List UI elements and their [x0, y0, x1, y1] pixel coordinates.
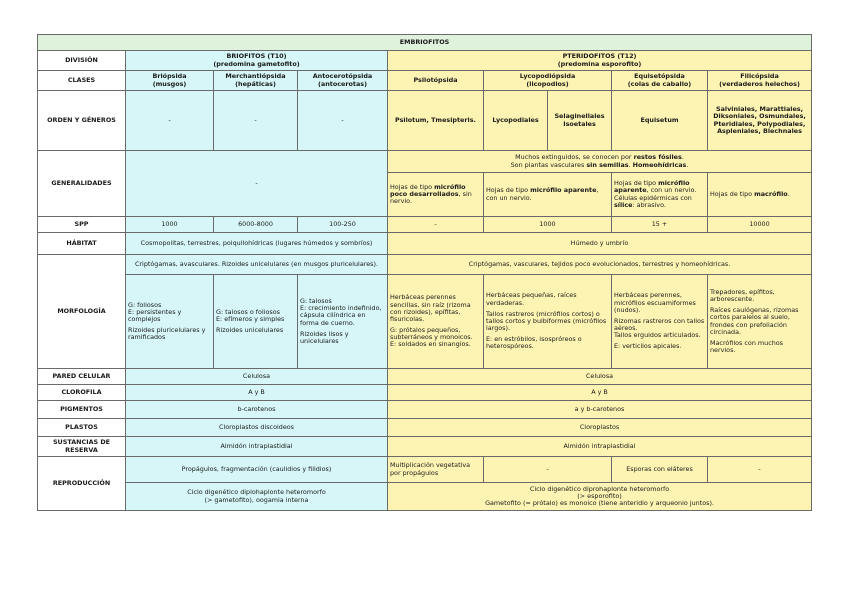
orden-filicopsida: Salviniales, Marattiales, Diksoniales, Osmundales, Pteridiales, Polypodiales, Aspleniales, Blechnales: [708, 91, 812, 151]
sustancias-pteridofitos: Almidón intraplastidial: [388, 437, 812, 457]
morf-line: Raíces caulógenas, rizomas cortos paralelos al suelo, frondes con prefoliación circinada.: [710, 306, 799, 336]
generalidades-row-1: [38, 151, 812, 173]
clase-sub: (verdaderos helechos): [719, 79, 800, 88]
plastos-briofitos: Cloroplastos discoideos: [126, 419, 388, 437]
plastos-pteridofitos: Cloroplastos: [388, 419, 812, 437]
generalidades-equisetopsida: [612, 173, 708, 217]
text-span: Hojas de tipo: [486, 186, 531, 195]
spp-filicopsida: 10000: [708, 217, 812, 233]
morf-line: E: soldados en sinangios.: [390, 340, 471, 349]
pared-briofitos: Celulosa: [126, 369, 388, 385]
morf-line: Rizomas rastreros con tallos aéreos.: [614, 316, 705, 333]
text-span: , sin nervio.: [390, 189, 472, 206]
spp-equisetopsida: 15 +: [612, 217, 708, 233]
spp-row: [38, 217, 812, 233]
text-span: Hojas de tipo: [390, 182, 435, 191]
division-pteridofitos-sub: (predomina esporofito): [557, 59, 642, 68]
row-label-habitat: HÁBITAT: [38, 233, 126, 255]
clase-name: Antocerotópsida: [312, 72, 373, 81]
reproduccion-filicopsida: -: [708, 457, 812, 483]
morf-line: Herbáceas perennes sencillas, sin raíz (rizoma con rizoides), epífitas, fisuricolas.: [390, 293, 471, 323]
clase-name: Merchantiópsida: [225, 72, 286, 81]
repro-line: Ciclo digenético diplohaplonte heteromorfo: [187, 488, 326, 497]
division-pteridofitos-title: PTERIDOFITOS (T12): [562, 52, 637, 61]
pared-row: [38, 369, 812, 385]
pared-pteridofitos: Celulosa: [388, 369, 812, 385]
row-label-clorofila: CLOROFILA: [38, 385, 126, 401]
clase-psilotopsida: [388, 71, 484, 91]
reproduccion-psilotopsida: Multiplicación vegetativa por propágulos: [388, 457, 484, 483]
morf-line: Herbáceas pequeñas, raíces verdaderas.: [486, 291, 577, 307]
morfologia-filicopsida: [708, 275, 812, 369]
morfologia-merchantiopsida: [214, 275, 298, 369]
row-label-generalidades: GENERALIDADES: [38, 151, 126, 217]
morfologia-antocerotopsida: [298, 275, 388, 369]
clase-name: Briópsida: [152, 72, 187, 81]
reproduccion-briofitos-2: [126, 483, 388, 511]
generalidades-pteridofitos-common: [388, 151, 812, 173]
text-bold: sin semillas: [586, 160, 629, 169]
morf-line: Rizoides pluricelulares y ramificados: [128, 326, 206, 342]
spp-briopsida: 1000: [126, 217, 214, 233]
morf-line: Herbáceas perennes, micrófilos escuamiformes (nudos).: [614, 291, 696, 314]
generalidades-equi-line-2: [614, 195, 705, 209]
morfologia-briofitos-general: Criptógamas, avasculares. Rizoides unicelulares (en musgos pluricelulares).: [126, 255, 388, 275]
text-span: Muchos extinguidos, se conocen por: [515, 153, 634, 162]
text-span: Hojas de tipo: [614, 179, 659, 188]
clase-name: Equisetópsida: [634, 72, 685, 81]
morf-line: Macrófilos con muchos nervios.: [710, 338, 783, 355]
row-label-orden: ORDEN Y GÉNEROS: [38, 91, 126, 151]
repro-line: (> gametofito), oogamia interna: [204, 495, 309, 504]
text-span: .: [787, 189, 790, 198]
row-label-plastos: PLASTOS: [38, 419, 126, 437]
spp-merchantiopsida: 6000-8000: [214, 217, 298, 233]
pigmentos-row: [38, 401, 812, 419]
generalidades-briofitos: -: [126, 151, 388, 217]
morfologia-briopsida: [126, 275, 214, 369]
clase-lycopodiopsida: [484, 71, 612, 91]
plastos-row: [38, 419, 812, 437]
spp-antocerotopsida: 100-250: [298, 217, 388, 233]
spp-lycopodiopsida: 1000: [484, 217, 612, 233]
clase-filicopsida: [708, 71, 812, 91]
morf-line: E: crecimiento indefinido, cápsula cilíndrica en forma de cuerno.: [300, 304, 382, 327]
orden-antocerotopsida: -: [298, 91, 388, 151]
clase-name: Filicópsida: [740, 72, 779, 81]
text-span: : abrasivo.: [632, 200, 666, 209]
text-bold: micrófilo aparente: [530, 186, 597, 195]
generalidades-lycopodiopsida: [484, 173, 612, 217]
row-label-morfologia: MORFOLOGÍA: [38, 255, 126, 369]
repro-line: Ciclo digenético diprohaplonte heteromorfo: [529, 484, 670, 493]
morf-line: Rizoides unicelulares: [216, 326, 284, 335]
clorofila-row: [38, 385, 812, 401]
reproduccion-pteridofitos-2: [388, 483, 812, 511]
morf-line: E: persistentes y complejos: [128, 307, 182, 323]
division-row: [38, 51, 812, 71]
morfologia-lycopodiopsida: [484, 275, 612, 369]
morf-line: G: foliosos: [128, 300, 162, 309]
spp-psilotopsida: -: [388, 217, 484, 233]
repro-line: (> esporofito): [577, 491, 622, 500]
text-span: .: [628, 160, 633, 169]
table-title: EMBRIOFITOS: [38, 35, 812, 51]
habitat-briofitos: Cosmopolitas, terrestres, poiquilohídricas (lugares húmedos y sombríos): [126, 233, 388, 255]
title-row: [38, 35, 812, 51]
orden-lycopodiales: Lycopodiales: [484, 91, 548, 151]
clase-sub: (antocerotas): [318, 79, 367, 88]
orden-briopsida: -: [126, 91, 214, 151]
morf-line: E: en estróbilos, isospróreos o heterospóreos.: [486, 335, 582, 351]
division-briofitos-sub: (predomina gametofito): [213, 59, 300, 68]
row-label-sustancias: SUSTANCIAS DE RESERVA: [38, 437, 126, 457]
clase-name: Psilotópsida: [413, 75, 458, 84]
text-bold: restos fósiles: [633, 153, 682, 162]
morf-line: Tallos rastreros (micrófilos cortos) o tallos cortos y bulbiformes (micrófilos largos).: [486, 309, 607, 333]
orden-row: [38, 91, 812, 151]
habitat-pteridofitos: Húmedo y umbrío: [388, 233, 812, 255]
text-bold: Homeohídricas: [632, 160, 687, 169]
clase-sub: (musgos): [152, 79, 187, 88]
division-pteridofitos: [388, 51, 812, 71]
morf-line: Tallos erguidos articulados.: [614, 331, 701, 340]
division-briofitos-title: BRIOFITOS (T10): [226, 52, 287, 61]
morf-line: E: efímeros y simples: [216, 314, 285, 323]
reproduccion-equisetopsida: Esporas con eláteres: [612, 457, 708, 483]
text-bold: macrófilo: [754, 189, 788, 198]
row-label-pigmentos: PIGMENTOS: [38, 401, 126, 419]
text-span: .: [686, 160, 689, 169]
text-bold: micrófilo aparente: [614, 179, 690, 195]
division-briofitos: [126, 51, 388, 71]
text-span: , con un nervio.: [486, 186, 599, 202]
text-span: Hojas de tipo: [710, 189, 755, 198]
morf-line: G: talosos o foliosos: [216, 307, 280, 316]
clase-sub: (colas de caballo): [627, 79, 692, 88]
text-span: , con un nervio.: [646, 186, 697, 195]
habitat-row: [38, 233, 812, 255]
row-label-pared: PARED CELULAR: [38, 369, 126, 385]
reproduccion-briofitos-1: Propágulos, fragmentación (caulidios y filidios): [126, 457, 388, 483]
morfologia-pteridofitos-general: Criptógamas, vasculares, tejidos poco evolucionados, terrestres y homeohídricas.: [388, 255, 812, 275]
morf-line: Trepadores, epífitos, arborescente.: [710, 287, 775, 303]
morf-line: Rizoides lisos y unicelulares: [300, 329, 349, 345]
generalidades-equi-line-1: [614, 180, 705, 194]
morfologia-equisetopsida: [612, 275, 708, 369]
generalidades-line-2: [390, 162, 809, 169]
morf-line: E: verticilos apicales.: [614, 342, 682, 351]
morfologia-psilotopsida: [388, 275, 484, 369]
text-bold: sílice: [614, 200, 633, 209]
clase-antocerotopsida: [298, 71, 388, 91]
morf-line: G: prótalos pequeños, subterráneos y monoicos.: [390, 326, 473, 342]
clorofila-briofitos: A y B: [126, 385, 388, 401]
embriofitos-table: [37, 34, 812, 511]
pigmentos-pteridofitos: a y b-carotenos: [388, 401, 812, 419]
text-span: Células epidérmicas con: [614, 193, 692, 202]
clase-merchantiopsida: [214, 71, 298, 91]
clase-equisetopsida: [612, 71, 708, 91]
pigmentos-briofitos: b-carotenos: [126, 401, 388, 419]
reproduccion-row-2: [38, 483, 812, 511]
clase-sub: (licopodios): [526, 79, 569, 88]
embriofitos-sheet: [37, 34, 812, 511]
morf-line: G: talosos: [300, 296, 332, 305]
morfologia-row-2: [38, 275, 812, 369]
sustancias-briofitos: Almidón intraplastidial: [126, 437, 388, 457]
text-bold: micrófilo poco desarrollados: [390, 182, 466, 198]
clase-sub: (hepáticas): [235, 79, 276, 88]
orden-equisetum: Equisetum: [612, 91, 708, 151]
row-label-reproduccion: REPRODUCCIÓN: [38, 457, 126, 511]
orden-merchantiopsida: -: [214, 91, 298, 151]
row-label-spp: SPP: [38, 217, 126, 233]
generalidades-psilotopsida: [388, 173, 484, 217]
reproduccion-row-1: [38, 457, 812, 483]
sustancias-row: [38, 437, 812, 457]
morfologia-row-1: [38, 255, 812, 275]
row-label-division: DIVISIÓN: [38, 51, 126, 71]
row-label-clases: CLASES: [38, 71, 126, 91]
reproduccion-lycopodiopsida: -: [484, 457, 612, 483]
text-span: Son plantas vasculares: [510, 160, 587, 169]
orden-psilotopsida: Psilotum, Tmesipteris.: [388, 91, 484, 151]
text-span: .: [681, 153, 684, 162]
orden-selaginellales: Selaginellales Isoetales: [548, 91, 612, 151]
clase-briopsida: [126, 71, 214, 91]
generalidades-filicopsida: [708, 173, 812, 217]
clase-name: Lycopodiópsida: [519, 72, 576, 81]
repro-line: Gametofito (= prótalo) es monoico (tiene anteridio y arqueonio juntos).: [485, 499, 714, 508]
clases-row: [38, 71, 812, 91]
clorofila-pteridofitos: A y B: [388, 385, 812, 401]
